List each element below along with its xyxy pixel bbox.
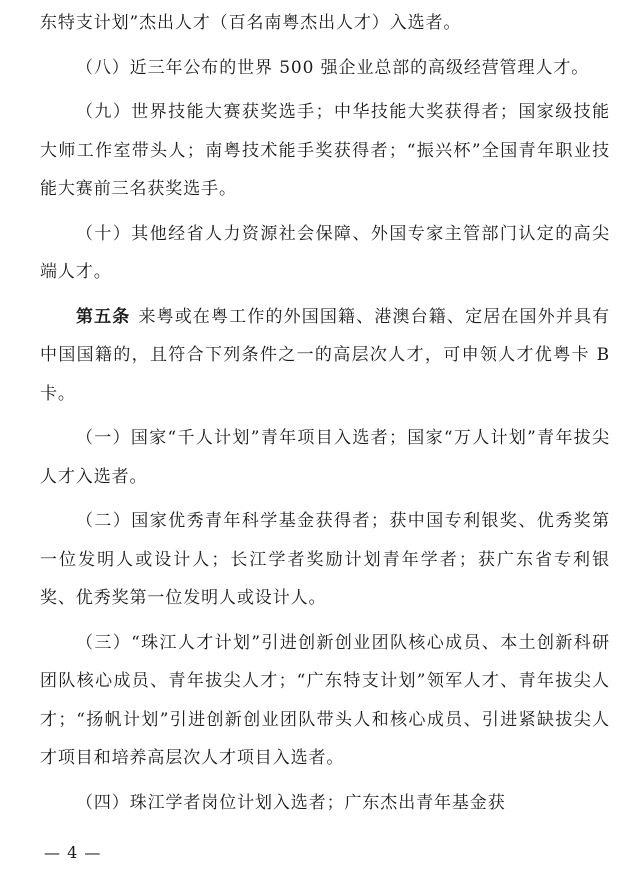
paragraph-item-8 (40, 49, 610, 88)
paragraph-b-item-4 (40, 784, 610, 823)
article-5 (40, 298, 610, 414)
paragraph-continuation (40, 4, 610, 43)
paragraph-text: （一）国家“千人计划”青年项目入选者；国家“万人计划”青年拔尖人才入选者。 (40, 428, 610, 487)
paragraph-b-item-1 (40, 419, 610, 496)
paragraph-text: （三）“珠江人才计划”引进创新创业团队核心成员、本土创新科研团队核心成员、青年拔尖人才；“广东特支计划”领军人才、青年拔尖人才；“扬帆计划”引进创新创业团队带头人和核心成员、引进紧缺拔尖人才项目和培养高层次人才项目入选者。 (40, 632, 610, 768)
article-heading: 第五条 (76, 306, 131, 327)
paragraph-text: 来粤或在粤工作的外国国籍、港澳台籍、定居在国外并具有中国国籍的，且符合下列条件之一的高层次人才，可申领人才优粤卡 B 卡。 (40, 306, 611, 404)
paragraph-text: （九）世界技能大赛获奖选手；中华技能大奖获得者；国家级技能大师工作室带头人；南粤技术能手奖获得者；“振兴杯”全国青年职业技能大赛前三名获奖选手。 (40, 102, 610, 199)
document-body (40, 4, 610, 828)
paragraph-b-item-2 (40, 502, 610, 618)
paragraph-b-item-3 (40, 624, 610, 778)
page-number: — 4 — (44, 843, 102, 862)
paragraph-text: （十）其他经省人力资源社会保障、外国专家主管部门认定的高尖端人才。 (40, 223, 610, 282)
paragraph-item-10 (40, 215, 610, 292)
paragraph-item-9 (40, 93, 610, 209)
paragraph-text: （二）国家优秀青年科学基金获得者；获中国专利银奖、优秀奖第一位发明人或设计人；长江学者奖励计划青年学者；获广东省专利银奖、优秀奖第一位发明人或设计人。 (40, 511, 610, 608)
paragraph-text: 东特支计划”杰出人才（百名南粤杰出人才）入选者。 (40, 13, 462, 33)
paragraph-text: （四）珠江学者岗位计划入选者；广东杰出青年基金获 (76, 792, 506, 813)
paragraph-text: （八）近三年公布的世界 500 强企业总部的高级经营管理人才。 (76, 57, 590, 78)
